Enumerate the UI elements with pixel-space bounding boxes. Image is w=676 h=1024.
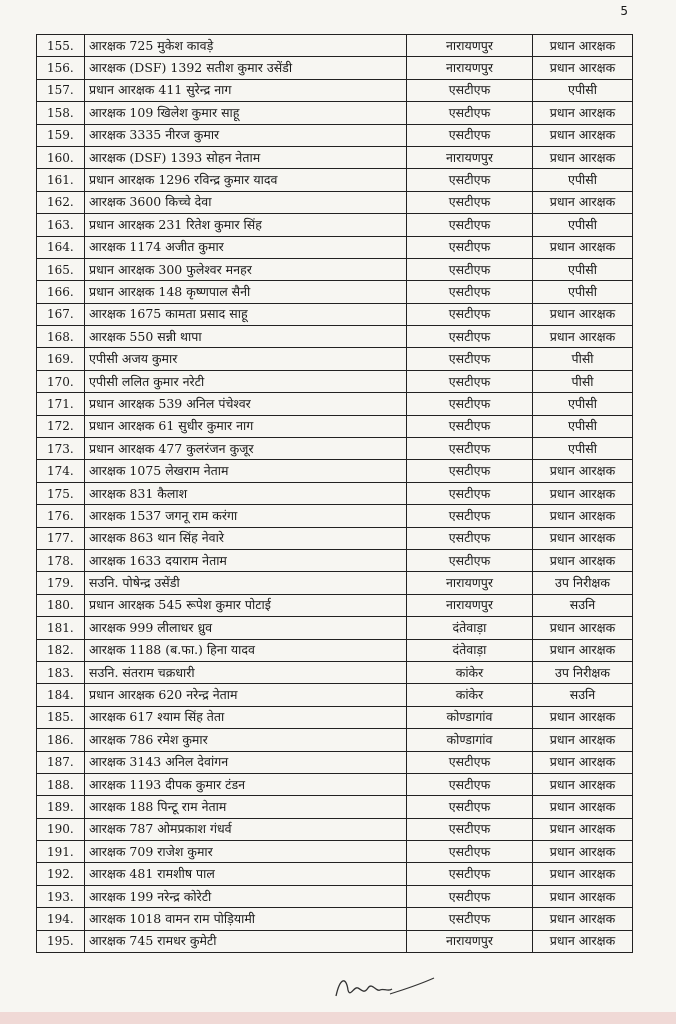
table-row — [37, 863, 633, 885]
name-cell: आरक्षक 725 मुकेश कावड़े — [85, 35, 407, 57]
table-row — [37, 35, 633, 57]
name-cell: आरक्षक 745 रामधर कुमेटी — [85, 930, 407, 952]
rank-cell: प्रधान आरक्षक — [533, 729, 633, 751]
table-row — [37, 639, 633, 661]
serial-number-cell: 162. — [37, 191, 85, 213]
name-cell: आरक्षक 3335 नीरज कुमार — [85, 124, 407, 146]
unit-cell: कांकेर — [407, 684, 533, 706]
serial-number-cell: 159. — [37, 124, 85, 146]
table-row — [37, 348, 633, 370]
unit-cell: एसटीएफ — [407, 258, 533, 280]
rank-cell: प्रधान आरक्षक — [533, 505, 633, 527]
unit-cell: एसटीएफ — [407, 527, 533, 549]
table-row — [37, 169, 633, 191]
name-cell: प्रधान आरक्षक 411 सुरेन्द्र नाग — [85, 79, 407, 101]
rank-cell: प्रधान आरक्षक — [533, 527, 633, 549]
serial-number-cell: 168. — [37, 326, 85, 348]
table-row — [37, 796, 633, 818]
rank-cell: सउनि — [533, 684, 633, 706]
serial-number-cell: 170. — [37, 370, 85, 392]
serial-number-cell: 164. — [37, 236, 85, 258]
name-cell: सउनि. संतराम चक्रधारी — [85, 661, 407, 683]
table-row — [37, 684, 633, 706]
unit-cell: कोण्डागांव — [407, 706, 533, 728]
unit-cell: एसटीएफ — [407, 326, 533, 348]
name-cell: आरक्षक 709 राजेश कुमार — [85, 841, 407, 863]
unit-cell: दंतेवाड़ा — [407, 617, 533, 639]
name-cell: प्रधान आरक्षक 148 कृष्णपाल सैनी — [85, 281, 407, 303]
unit-cell: एसटीएफ — [407, 79, 533, 101]
unit-cell: नारायणपुर — [407, 57, 533, 79]
rank-cell: प्रधान आरक्षक — [533, 885, 633, 907]
rank-cell: प्रधान आरक्षक — [533, 930, 633, 952]
name-cell: आरक्षक 999 लीलाधर ध्रुव — [85, 617, 407, 639]
name-cell: आरक्षक 550 सन्नी थापा — [85, 326, 407, 348]
serial-number-cell: 186. — [37, 729, 85, 751]
unit-cell: नारायणपुर — [407, 35, 533, 57]
rank-cell: प्रधान आरक्षक — [533, 818, 633, 840]
name-cell: आरक्षक 1537 जगनू राम करंगा — [85, 505, 407, 527]
table-row — [37, 57, 633, 79]
rank-cell: प्रधान आरक्षक — [533, 460, 633, 482]
rank-cell: प्रधान आरक्षक — [533, 751, 633, 773]
rank-cell: प्रधान आरक्षक — [533, 841, 633, 863]
table-row — [37, 326, 633, 348]
rank-cell: एपीसी — [533, 393, 633, 415]
table-row — [37, 885, 633, 907]
unit-cell: एसटीएफ — [407, 482, 533, 504]
table-row — [37, 191, 633, 213]
table-row — [37, 258, 633, 280]
unit-cell: एसटीएफ — [407, 863, 533, 885]
serial-number-cell: 179. — [37, 572, 85, 594]
table-row — [37, 415, 633, 437]
unit-cell: नारायणपुर — [407, 146, 533, 168]
rank-cell: प्रधान आरक्षक — [533, 35, 633, 57]
serial-number-cell: 190. — [37, 818, 85, 840]
name-cell: आरक्षक 481 रामशीष पाल — [85, 863, 407, 885]
rank-cell: प्रधान आरक्षक — [533, 57, 633, 79]
rank-cell: प्रधान आरक्षक — [533, 796, 633, 818]
name-cell: आरक्षक 1675 कामता प्रसाद साहू — [85, 303, 407, 325]
unit-cell: एसटीएफ — [407, 169, 533, 191]
rank-cell: एपीसी — [533, 79, 633, 101]
table-row — [37, 572, 633, 594]
name-cell: आरक्षक 1193 दीपक कुमार टंडन — [85, 773, 407, 795]
name-cell: आरक्षक 863 थान सिंह नेवारे — [85, 527, 407, 549]
name-cell: प्रधान आरक्षक 539 अनिल पंचेश्वर — [85, 393, 407, 415]
serial-number-cell: 192. — [37, 863, 85, 885]
serial-number-cell: 175. — [37, 482, 85, 504]
serial-number-cell: 155. — [37, 35, 85, 57]
serial-number-cell: 180. — [37, 594, 85, 616]
serial-number-cell: 185. — [37, 706, 85, 728]
rank-cell: उप निरीक्षक — [533, 572, 633, 594]
name-cell: प्रधान आरक्षक 620 नरेन्द्र नेताम — [85, 684, 407, 706]
page-number: 5 — [620, 4, 628, 18]
unit-cell: एसटीएफ — [407, 393, 533, 415]
serial-number-cell: 188. — [37, 773, 85, 795]
rank-cell: एपीसी — [533, 169, 633, 191]
rank-cell: सउनि — [533, 594, 633, 616]
unit-cell: एसटीएफ — [407, 841, 533, 863]
table-row — [37, 281, 633, 303]
unit-cell: एसटीएफ — [407, 236, 533, 258]
table-row — [37, 505, 633, 527]
table-row — [37, 930, 633, 952]
rank-cell: पीसी — [533, 348, 633, 370]
serial-number-cell: 187. — [37, 751, 85, 773]
table-row — [37, 146, 633, 168]
name-cell: आरक्षक 199 नरेन्द्र कोरेटी — [85, 885, 407, 907]
table-row — [37, 594, 633, 616]
name-cell: प्रधान आरक्षक 1296 रविन्द्र कुमार यादव — [85, 169, 407, 191]
name-cell: आरक्षक 786 रमेश कुमार — [85, 729, 407, 751]
rank-cell: प्रधान आरक्षक — [533, 639, 633, 661]
serial-number-cell: 182. — [37, 639, 85, 661]
name-cell: प्रधान आरक्षक 61 सुधीर कुमार नाग — [85, 415, 407, 437]
name-cell: आरक्षक 3143 अनिल देवांगन — [85, 751, 407, 773]
table-row — [37, 482, 633, 504]
unit-cell: एसटीएफ — [407, 191, 533, 213]
rank-cell: एपीसी — [533, 258, 633, 280]
unit-cell: कांकेर — [407, 661, 533, 683]
unit-cell: नारायणपुर — [407, 572, 533, 594]
table-row — [37, 214, 633, 236]
name-cell: आरक्षक 787 ओमप्रकाश गंधर्व — [85, 818, 407, 840]
unit-cell: एसटीएफ — [407, 214, 533, 236]
name-cell: आरक्षक (DSF) 1392 सतीश कुमार उसेंडी — [85, 57, 407, 79]
serial-number-cell: 173. — [37, 438, 85, 460]
rank-cell: प्रधान आरक्षक — [533, 482, 633, 504]
rank-cell: प्रधान आरक्षक — [533, 908, 633, 930]
table-row — [37, 236, 633, 258]
serial-number-cell: 189. — [37, 796, 85, 818]
promotion-table — [36, 34, 633, 953]
unit-cell: एसटीएफ — [407, 908, 533, 930]
unit-cell: एसटीएफ — [407, 796, 533, 818]
serial-number-cell: 171. — [37, 393, 85, 415]
name-cell: आरक्षक 831 कैलाश — [85, 482, 407, 504]
unit-cell: एसटीएफ — [407, 348, 533, 370]
name-cell: प्रधान आरक्षक 231 रितेश कुमार सिंह — [85, 214, 407, 236]
serial-number-cell: 163. — [37, 214, 85, 236]
rank-cell: एपीसी — [533, 438, 633, 460]
rank-cell: एपीसी — [533, 214, 633, 236]
unit-cell: एसटीएफ — [407, 438, 533, 460]
name-cell: आरक्षक 188 पिन्टू राम नेताम — [85, 796, 407, 818]
table-row — [37, 79, 633, 101]
unit-cell: एसटीएफ — [407, 102, 533, 124]
table-row — [37, 438, 633, 460]
serial-number-cell: 183. — [37, 661, 85, 683]
rank-cell: एपीसी — [533, 415, 633, 437]
serial-number-cell: 158. — [37, 102, 85, 124]
serial-number-cell: 157. — [37, 79, 85, 101]
table-row — [37, 729, 633, 751]
name-cell: आरक्षक 1633 दयाराम नेताम — [85, 549, 407, 571]
table-row — [37, 303, 633, 325]
serial-number-cell: 176. — [37, 505, 85, 527]
unit-cell: नारायणपुर — [407, 930, 533, 952]
rank-cell: प्रधान आरक्षक — [533, 863, 633, 885]
rank-cell: प्रधान आरक्षक — [533, 706, 633, 728]
unit-cell: एसटीएफ — [407, 281, 533, 303]
table-row — [37, 751, 633, 773]
unit-cell: एसटीएफ — [407, 124, 533, 146]
name-cell: एपीसी अजय कुमार — [85, 348, 407, 370]
serial-number-cell: 156. — [37, 57, 85, 79]
serial-number-cell: 191. — [37, 841, 85, 863]
handwritten-signature — [330, 968, 440, 1008]
serial-number-cell: 160. — [37, 146, 85, 168]
serial-number-cell: 165. — [37, 258, 85, 280]
table-row — [37, 908, 633, 930]
table-row — [37, 773, 633, 795]
unit-cell: एसटीएफ — [407, 549, 533, 571]
bottom-edge-band — [0, 1012, 676, 1024]
rank-cell: प्रधान आरक्षक — [533, 236, 633, 258]
table-body — [37, 35, 633, 953]
name-cell: आरक्षक 109 खिलेश कुमार साहू — [85, 102, 407, 124]
serial-number-cell: 194. — [37, 908, 85, 930]
unit-cell: एसटीएफ — [407, 370, 533, 392]
name-cell: प्रधान आरक्षक 300 फुलेश्वर मनहर — [85, 258, 407, 280]
serial-number-cell: 174. — [37, 460, 85, 482]
unit-cell: एसटीएफ — [407, 460, 533, 482]
name-cell: प्रधान आरक्षक 477 कुलरंजन कुजूर — [85, 438, 407, 460]
serial-number-cell: 161. — [37, 169, 85, 191]
name-cell: आरक्षक 1188 (ब.फा.) हिना यादव — [85, 639, 407, 661]
table-row — [37, 393, 633, 415]
table-row — [37, 102, 633, 124]
serial-number-cell: 169. — [37, 348, 85, 370]
table-row — [37, 527, 633, 549]
unit-cell: नारायणपुर — [407, 594, 533, 616]
rank-cell: प्रधान आरक्षक — [533, 124, 633, 146]
serial-number-cell: 172. — [37, 415, 85, 437]
table-row — [37, 549, 633, 571]
serial-number-cell: 167. — [37, 303, 85, 325]
table-row — [37, 818, 633, 840]
unit-cell: एसटीएफ — [407, 415, 533, 437]
name-cell: सउनि. पोषेन्द्र उसेंडी — [85, 572, 407, 594]
unit-cell: एसटीएफ — [407, 773, 533, 795]
name-cell: आरक्षक (DSF) 1393 सोहन नेताम — [85, 146, 407, 168]
unit-cell: एसटीएफ — [407, 505, 533, 527]
rank-cell: प्रधान आरक्षक — [533, 191, 633, 213]
serial-number-cell: 177. — [37, 527, 85, 549]
rank-cell: पीसी — [533, 370, 633, 392]
unit-cell: एसटीएफ — [407, 303, 533, 325]
serial-number-cell: 184. — [37, 684, 85, 706]
rank-cell: एपीसी — [533, 281, 633, 303]
unit-cell: कोण्डागांव — [407, 729, 533, 751]
table-row — [37, 370, 633, 392]
rank-cell: प्रधान आरक्षक — [533, 773, 633, 795]
table-row — [37, 661, 633, 683]
table-row — [37, 841, 633, 863]
serial-number-cell: 181. — [37, 617, 85, 639]
name-cell: आरक्षक 1075 लेखराम नेताम — [85, 460, 407, 482]
rank-cell: प्रधान आरक्षक — [533, 326, 633, 348]
table-row — [37, 124, 633, 146]
name-cell: आरक्षक 617 श्याम सिंह तेता — [85, 706, 407, 728]
rank-cell: प्रधान आरक्षक — [533, 303, 633, 325]
unit-cell: एसटीएफ — [407, 751, 533, 773]
table-row — [37, 460, 633, 482]
serial-number-cell: 193. — [37, 885, 85, 907]
table-row — [37, 617, 633, 639]
rank-cell: उप निरीक्षक — [533, 661, 633, 683]
table-row — [37, 706, 633, 728]
rank-cell: प्रधान आरक्षक — [533, 549, 633, 571]
rank-cell: प्रधान आरक्षक — [533, 102, 633, 124]
serial-number-cell: 178. — [37, 549, 85, 571]
unit-cell: दंतेवाड़ा — [407, 639, 533, 661]
unit-cell: एसटीएफ — [407, 818, 533, 840]
name-cell: आरक्षक 1174 अजीत कुमार — [85, 236, 407, 258]
name-cell: एपीसी ललित कुमार नरेटी — [85, 370, 407, 392]
unit-cell: एसटीएफ — [407, 885, 533, 907]
name-cell: आरक्षक 3600 किच्चे देवा — [85, 191, 407, 213]
rank-cell: प्रधान आरक्षक — [533, 146, 633, 168]
name-cell: प्रधान आरक्षक 545 रूपेश कुमार पोटाई — [85, 594, 407, 616]
serial-number-cell: 195. — [37, 930, 85, 952]
rank-cell: प्रधान आरक्षक — [533, 617, 633, 639]
serial-number-cell: 166. — [37, 281, 85, 303]
name-cell: आरक्षक 1018 वामन राम पोड़ियामी — [85, 908, 407, 930]
